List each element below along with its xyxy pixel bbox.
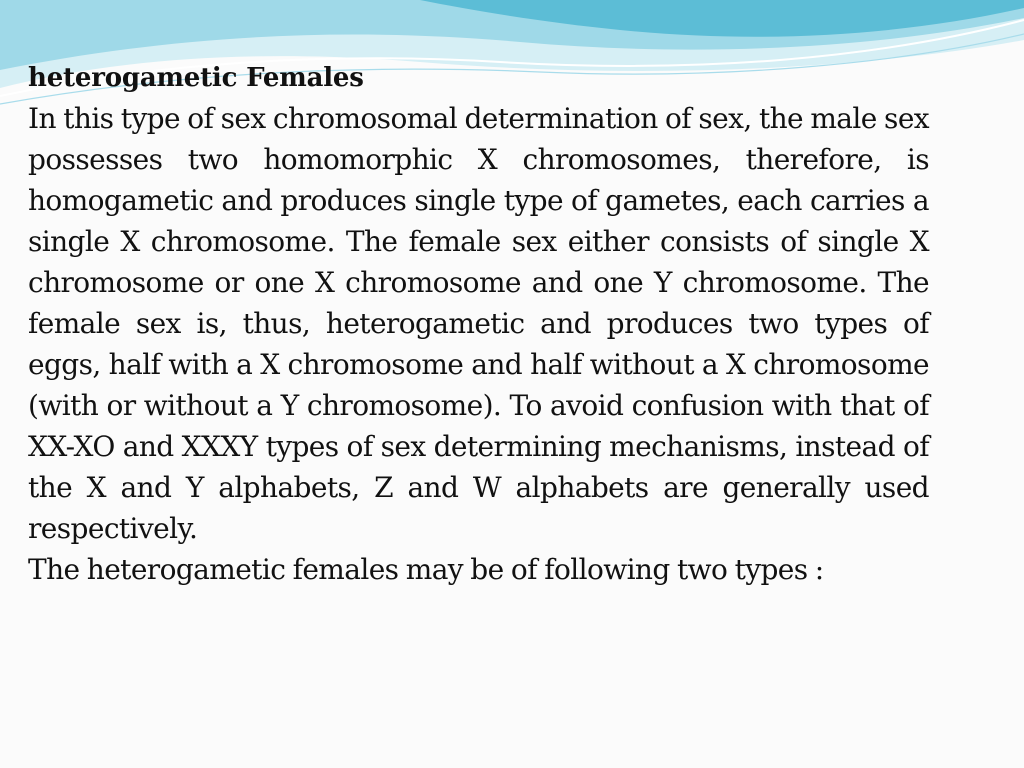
- text-content: [28, 58, 929, 590]
- closing-line: The heterogametic females may be of following two types :: [28, 553, 824, 586]
- body-paragraph: In this type of sex chromosomal determination of sex, the male sex possesses two homomorphic X chromosomes, therefore, is homogametic and produces single type of gametes, each carries a single X chromosome. The female sex either consists of single X chromosome or one X chromosome and one Y chromosome. The female sex is, thus, heterogametic and produces two types of eggs, half with a X chromosome and half without a X chromosome (with or without a Y chromosome). To avoid confusion with that of XX-XO and XXXY types of sex determining mechanisms, instead of the X and Y alphabets, Z and W alphabets are generally used respectively.: [28, 102, 929, 545]
- slide-heading: heterogametic Females: [28, 63, 364, 93]
